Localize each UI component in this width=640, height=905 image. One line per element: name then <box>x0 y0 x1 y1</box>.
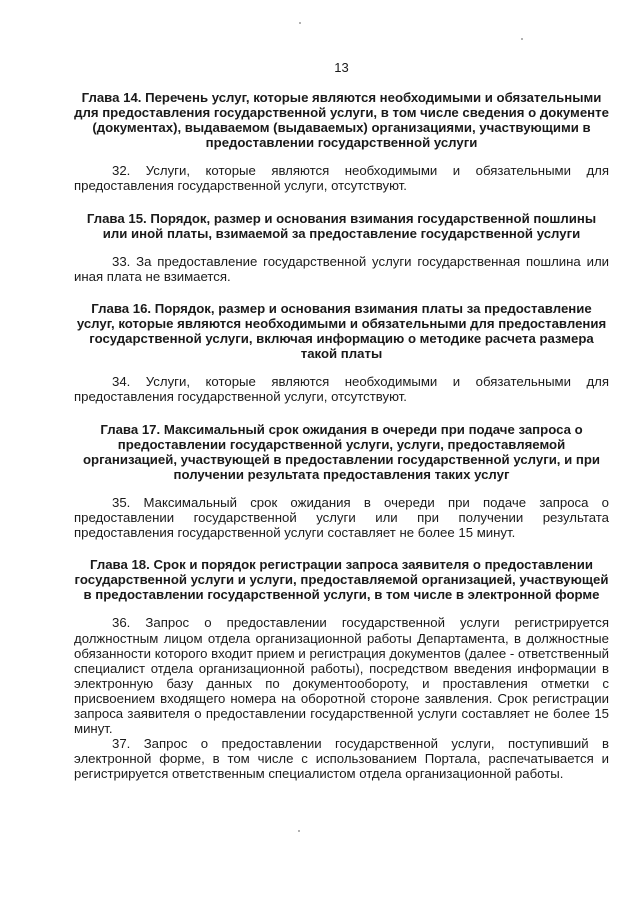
chapter-heading: Глава 16. Порядок, размер и основания взимания платы за предоставление услуг, которые являются необходимыми и обязательными для предоставления государственной услуги, включая информацию о методике расчета размера такой платы <box>76 300 607 362</box>
paragraph-33: 33. За предоставление государственной услуги государственная пошлина или иная плата не взимается. <box>74 253 609 284</box>
chapter-heading: Глава 14. Перечень услуг, которые являются необходимыми и обязательными для предоставления государственной услуги, в том числе сведения о документе (документах), выдаваемом (выдаваемых) организациями, участвующими в предоставлении государственной услуги <box>74 90 609 151</box>
paragraph-37: 37. Запрос о предоставлении государственной услуги, поступивший в электронной форме, в том числе с использованием Портала, распечатывается и регистрируется ответственным специалистом отдела организационной работы. <box>74 736 609 782</box>
paragraph-36: 36. Запрос о предоставлении государственной услуги регистрируется должностным лицом отдела организационной работы Департамента, в должностные обязанности которого входит прием и регистрация документов (далее - ответственный специалист отдела организационной работы), посредством введения информации в электронную базу данных по документообороту, и проставления отметки с присвоением входящего номера на оборотной стороне заявления. Срок регистрации запроса заявителя о предоставлении государственной услуги составляет не более 15 минут. <box>74 615 609 737</box>
chapter-heading: Глава 15. Порядок, размер и основания взимания государственной пошлины или иной платы, взимаемой за предоставление государственной услуги <box>86 210 597 241</box>
scan-speck <box>298 830 300 832</box>
chapter-14 <box>74 90 609 194</box>
paragraph-35: 35. Максимальный срок ожидания в очереди при подаче запроса о предоставлении государственной услуги или при получении результата предоставления государственной услуги составляет не более 15 минут. <box>74 494 609 541</box>
page-number: 13 <box>334 60 349 75</box>
paragraph-34: 34. Услуги, которые являются необходимыми и обязательными для предоставления государственной услуги, отсутствуют. <box>74 374 609 405</box>
chapter-heading: Глава 17. Максимальный срок ожидания в очереди при подаче запроса о предоставлении государственной услуги, услуги, предоставляемой организацией, участвующей в предоставлении государственной услуги, и при получении результата предоставления таких услуг <box>82 421 601 482</box>
chapter-heading: Глава 18. Срок и порядок регистрации запроса заявителя о предоставлении государственной услуги и услуги, предоставляемой организацией, участвующей в предоставлении государственной услуги, в том числе в электронной форме <box>74 557 609 603</box>
chapter-16 <box>74 301 609 405</box>
paragraph-32: 32. Услуги, которые являются необходимыми и обязательными для предоставления государственной услуги, отсутствуют. <box>74 163 609 194</box>
scan-speck <box>299 22 301 24</box>
chapter-17 <box>74 422 609 541</box>
chapter-18 <box>74 557 609 781</box>
chapter-15 <box>74 211 609 284</box>
scan-speck <box>521 38 523 40</box>
document-body <box>74 90 609 781</box>
